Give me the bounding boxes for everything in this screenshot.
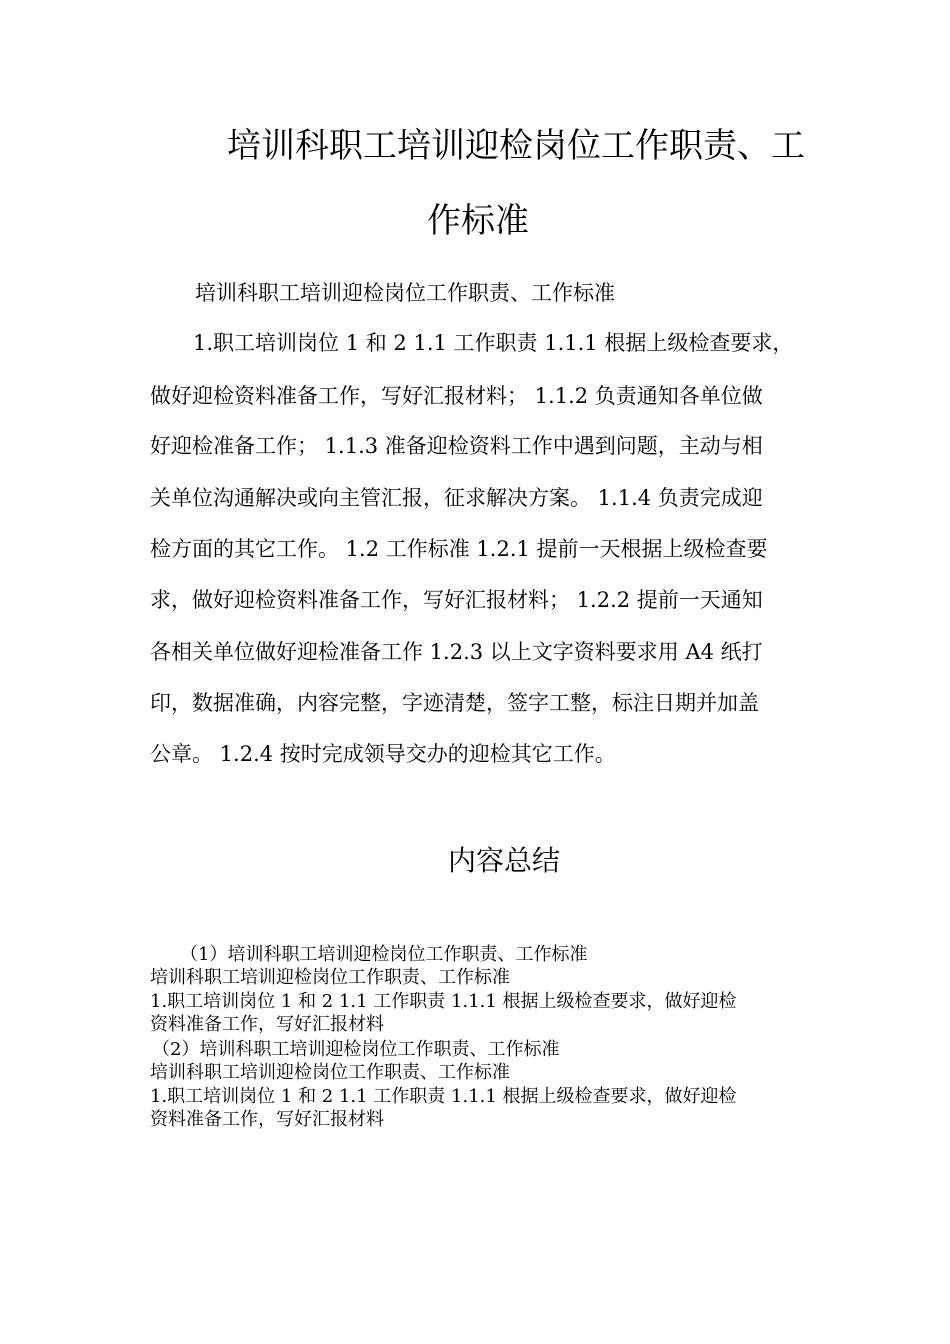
summary-line: 1.职工培训岗位 1 和 2 1.1 工作职责 1.1.1 根据上级检查要求，做好迎检: [150, 1086, 737, 1107]
summary-line: 1.职工培训岗位 1 和 2 1.1 工作职责 1.1.1 根据上级检查要求，做好迎检: [150, 991, 737, 1012]
body-line: 关单位沟通解决或向主管汇报，征求解决方案。 1.1.4 负责完成迎: [150, 486, 763, 510]
body-line: 1.职工培训岗位 1 和 2 1.1 工作职责 1.1.1 根据上级检查要求，: [193, 331, 794, 355]
document-title-line-2: 作标准: [427, 201, 529, 241]
body-line: 各相关单位做好迎检准备工作 1.2.3 以上文字资料要求用 A4 纸打: [150, 640, 763, 664]
summary-line: （2）培训科职工培训迎检岗位工作职责、工作标准: [152, 1039, 560, 1060]
body-line: 做好迎检资料准备工作，写好汇报材料； 1.1.2 负责通知各单位做: [150, 384, 763, 408]
summary-line: （1）培训科职工培训迎检岗位工作职责、工作标准: [180, 944, 588, 965]
summary-line: 资料准备工作，写好汇报材料: [150, 1014, 384, 1035]
document-subtitle: 培训科职工培训迎检岗位工作职责、工作标准: [195, 281, 615, 305]
summary-line: 培训科职工培训迎检岗位工作职责、工作标准: [150, 967, 510, 988]
body-line: 印，数据准确，内容完整，字迹清楚，签字工整，标注日期并加盖: [150, 691, 759, 715]
body-line: 检方面的其它工作。 1.2 工作标准 1.2.1 提前一天根据上级检查要: [150, 537, 768, 561]
summary-line: 资料准备工作，写好汇报材料: [150, 1109, 384, 1130]
body-line: 公章。 1.2.4 按时完成领导交办的迎检其它工作。: [150, 742, 616, 766]
summary-heading: 内容总结: [448, 844, 561, 877]
body-line: 好迎检准备工作； 1.1.3 准备迎检资料工作中遇到问题，主动与相: [150, 434, 763, 458]
body-line: 求，做好迎检资料准备工作，写好汇报材料； 1.2.2 提前一天通知: [150, 588, 763, 612]
document-title-line-1: 培训科职工培训迎检岗位工作职责、工: [227, 126, 805, 166]
summary-line: 培训科职工培训迎检岗位工作职责、工作标准: [150, 1062, 510, 1083]
